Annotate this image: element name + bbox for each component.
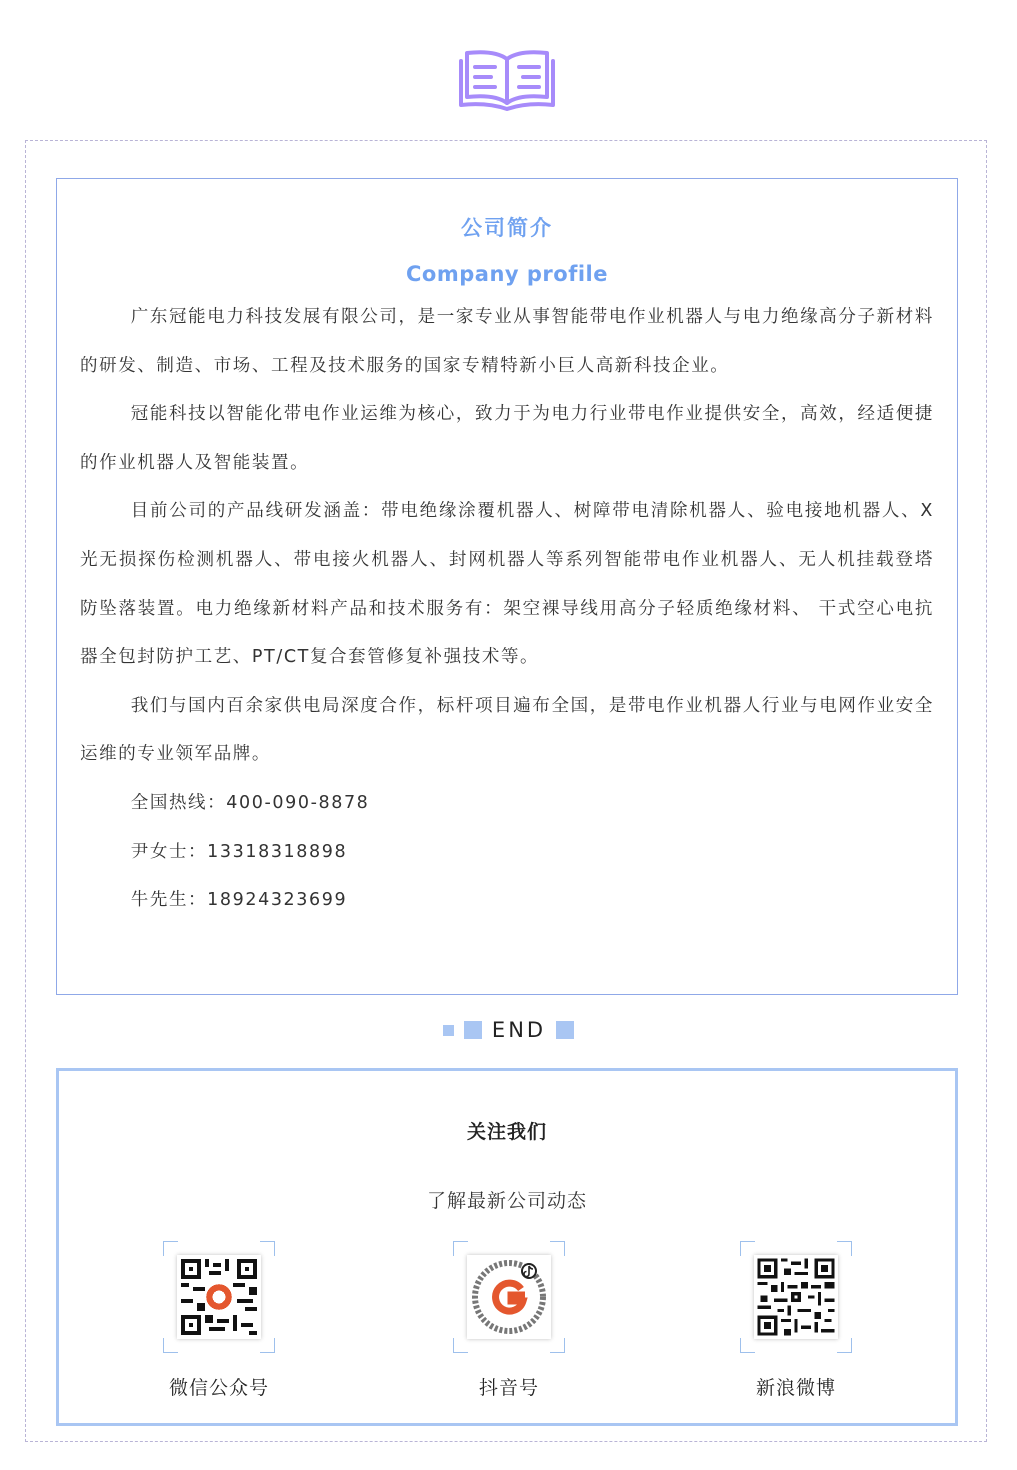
contact-mr-niu: 牛先生：18924323699 bbox=[130, 890, 348, 911]
end-label: END bbox=[491, 1018, 547, 1042]
profile-paragraph-mission: 冠能科技以智能化带电作业运维为核心，致力于为电力行业带电作业提供安全，高效，经适便捷的作业机器人及智能装置。 bbox=[80, 404, 934, 473]
hotline: 全国热线：400-090-8878 bbox=[130, 792, 370, 813]
profile-paragraph-intro: 广东冠能电力科技发展有限公司，是一家专业从事智能带电作业机器人与电力绝缘高分子新材料的研发、制造、市场、工程及技术服务的国家专精特新小巨人高新科技企业。 bbox=[80, 307, 934, 376]
weibo-qr-code-icon[interactable] bbox=[754, 1255, 838, 1339]
contact-ms-yin: 尹女士：13318318898 bbox=[130, 841, 348, 862]
follow-title: 关注我们 bbox=[466, 1121, 547, 1143]
weibo-channel[interactable] bbox=[740, 1241, 852, 1399]
profile-body bbox=[80, 293, 934, 925]
end-square-left bbox=[464, 1021, 482, 1039]
wechat-channel[interactable] bbox=[163, 1241, 275, 1399]
weibo-label: 新浪微博 bbox=[755, 1377, 836, 1399]
wechat-qr-code-icon[interactable] bbox=[177, 1255, 261, 1339]
profile-paragraph-partners: 我们与国内百余家供电局深度合作，标杆项目遍布全国，是带电作业机器人行业与电网作业安全运维的专业领军品牌。 bbox=[80, 695, 934, 765]
follow-subtitle: 了解最新公司动态 bbox=[426, 1190, 587, 1212]
company-profile-card bbox=[56, 178, 958, 995]
end-square-right bbox=[556, 1021, 574, 1039]
end-divider bbox=[0, 1013, 1017, 1047]
douyin-channel[interactable] bbox=[453, 1241, 565, 1399]
douyin-label: 抖音号 bbox=[478, 1377, 539, 1399]
profile-title-en: Company profile bbox=[406, 262, 608, 286]
follow-us-card bbox=[56, 1068, 958, 1426]
douyin-qr-code-icon[interactable] bbox=[467, 1255, 551, 1339]
profile-title-cn: 公司简介 bbox=[461, 216, 553, 240]
profile-paragraph-products: 目前公司的产品线研发涵盖：带电绝缘涂覆机器人、树障带电清除机器人、验电接地机器人、X光无损探伤检测机器人、带电接火机器人、封网机器人等系列智能带电作业机器人、无人机挂载登塔防坠落装置。电力绝缘新材料产品和技术服务有：架空裸导线用高分子轻质绝缘材料、 干式空心电抗器全包封防护工艺、PT/CT复合套管修复补强技术等。 bbox=[80, 501, 934, 668]
wechat-label: 微信公众号 bbox=[168, 1377, 269, 1399]
end-square-small bbox=[443, 1025, 454, 1036]
open-book-icon bbox=[455, 47, 559, 111]
